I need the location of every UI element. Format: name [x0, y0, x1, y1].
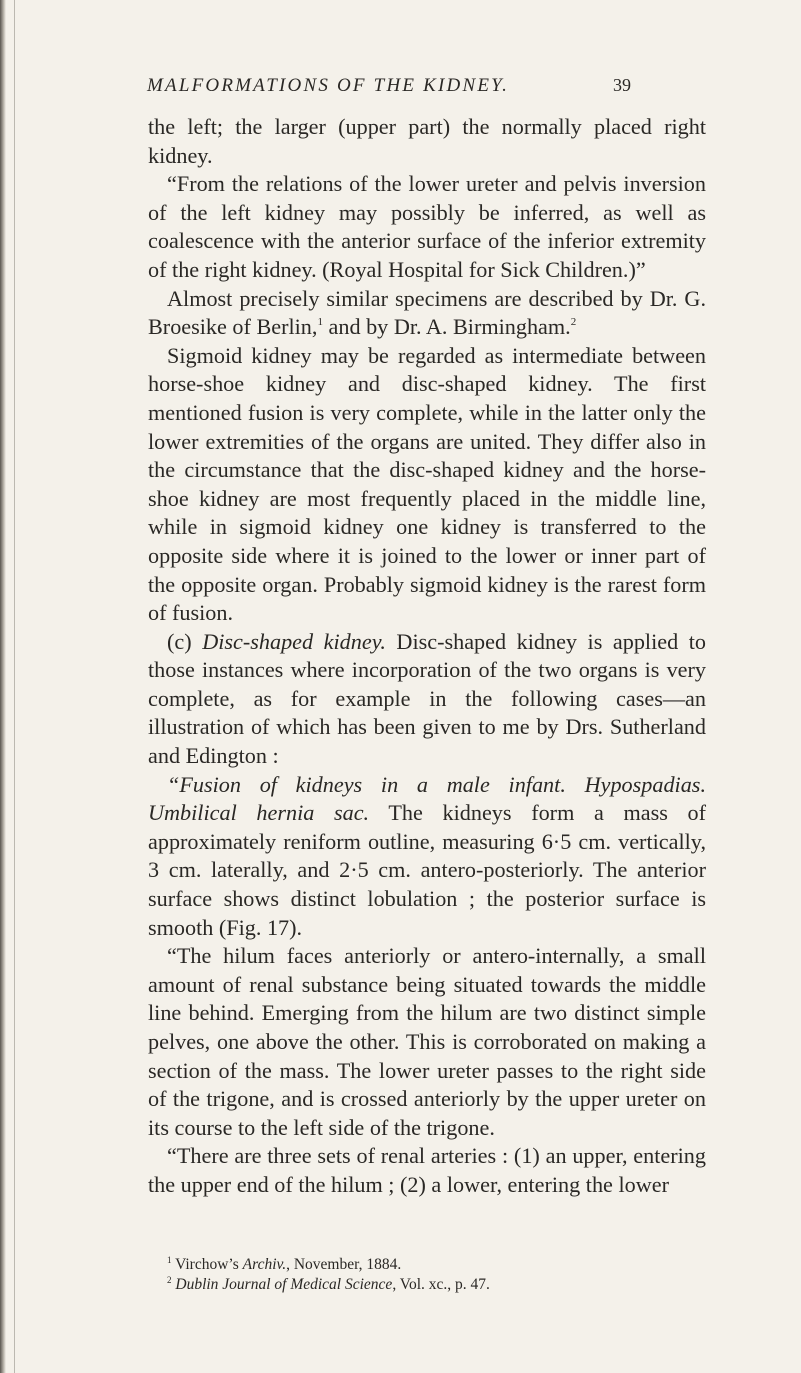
- running-title: MALFORMATIONS OF THE KIDNEY.: [147, 75, 510, 96]
- paragraph-fusion-case: [148, 771, 706, 943]
- footnotes: [167, 1255, 707, 1295]
- text-run: , Vol. xc., p. 47.: [392, 1276, 490, 1293]
- text-run: Almost precisely similar specimens are described by Dr. G. Broesike of Berlin,: [148, 285, 706, 340]
- text-run: The kidneys form a mass of approximately reniform outline, measuring 6·5 cm. vertically, 3 cm. laterally, and 2·5 cm. antero-posteriorly. The anterior surface shows distinct lobulation ; the posterior surface is smooth (Fig. 17).: [148, 800, 706, 940]
- text-run: Virchow’s: [175, 1256, 243, 1273]
- paragraph-hilum: “The hilum faces anteriorly or antero-internally, a small amount of renal substance being situated towards the middle line behind. Emerging from the hilum are two distinct simple pelves, one above the other. This is corroborated on making a section of the mass. The lower ureter passes to the right side of the trigone, and is crossed anteriorly by the upper ureter on its course to the left side of the trigone.: [148, 943, 706, 1140]
- text-run: Disc-shaped kidney is applied to those instances where incorporation of the two organs is very complete, as for example in the following cases—an illustration of which has been given to me by Drs. Sutherland and Edington :: [148, 628, 707, 769]
- case-title: “Fusion of kidneys in a male infant. Hypospadias. Umbilical hernia sac.: [148, 771, 706, 826]
- footnote-source-title: Dublin Journal of Medical Science: [175, 1276, 393, 1293]
- footnote-source-title: Archiv.: [242, 1256, 287, 1273]
- text-run: and by Dr. A. Birmingham.: [322, 314, 571, 340]
- body-text: [148, 113, 706, 1200]
- section-label: (c): [167, 628, 192, 654]
- footnote-2: [167, 1275, 707, 1295]
- page-binding-edge: [14, 0, 15, 1373]
- paragraph-disc-shaped: [148, 628, 706, 771]
- running-header: [147, 75, 657, 97]
- paragraph-similar-specimens: [148, 285, 706, 342]
- footnote-mark: 2: [167, 1275, 172, 1285]
- page-binding-shadow: [0, 0, 6, 1373]
- paragraph-quote-inversion: “From the relations of the lower ureter and pelvis inversion of the left kidney may possibly be inferred, as well as coalescence with the anterior surface of the inferior extremity of the right kidney. (Royal Hospital for Sick Children.)”: [148, 171, 706, 282]
- footnote-ref-2: 2: [570, 316, 577, 329]
- footnote-ref-1: 1: [317, 316, 323, 329]
- page-number: 39: [613, 75, 631, 95]
- paragraph-sigmoid-kidney: Sigmoid kidney may be regarded as intermediate between horse-shoe kidney and disc-shaped kidney. The first mentioned fusion is very complete, while in the latter only the lower extremities of the organs are united. They differ also in the circumstance that the disc-shaped kidney and the horse-shoe kidney are most frequently placed in the middle line, while in sigmoid kidney one kidney is transferred to the opposite side where it is joined to the lower or inner part of the opposite organ. Probably sigmoid kidney is the rarest form of fusion.: [148, 342, 706, 626]
- section-title: Disc-shaped kidney.: [202, 628, 386, 654]
- paragraph-renal-arteries: “There are three sets of renal arteries : (1) an upper, entering the upper end of the hilum ; (2) a lower, entering the lower: [148, 1143, 706, 1197]
- paragraph-continuation: the left; the larger (upper part) the normally placed right kidney.: [148, 114, 706, 168]
- footnote-1: [167, 1255, 707, 1275]
- footnote-mark: 1: [167, 1255, 172, 1265]
- text-run: , November, 1884.: [286, 1256, 402, 1273]
